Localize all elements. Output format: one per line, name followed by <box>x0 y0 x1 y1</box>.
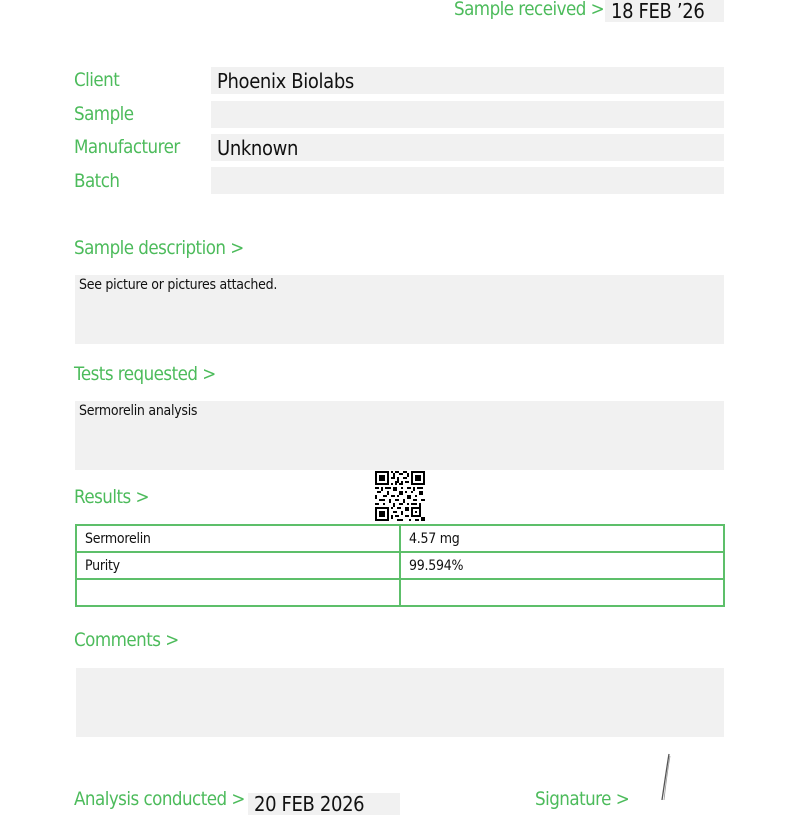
comments-heading: Comments > <box>74 629 179 651</box>
result-value-cell: 4.57 mg <box>400 525 724 552</box>
analysis-date-field <box>248 793 400 815</box>
sample-received-date: 18 FEB ’26 <box>611 0 705 23</box>
comments-box <box>76 668 724 737</box>
table-row <box>76 579 724 606</box>
result-value-cell: 99.594% <box>400 552 724 579</box>
manufacturer-field <box>211 134 724 161</box>
table-row <box>76 525 724 552</box>
result-name-cell: Sermorelin <box>76 525 400 552</box>
sample-description-heading: Sample description > <box>74 237 244 259</box>
signature-icon <box>650 752 680 800</box>
sample-field <box>211 101 724 128</box>
result-name-cell <box>76 579 400 606</box>
analysis-date: 20 FEB 2026 <box>254 792 365 816</box>
sample-received-label: Sample received > <box>454 0 605 20</box>
table-row <box>76 552 724 579</box>
manufacturer-value: Unknown <box>217 136 299 160</box>
batch-field <box>211 167 724 194</box>
sample-description-box <box>75 275 724 344</box>
signature-label: Signature > <box>535 788 630 810</box>
sample-label: Sample <box>74 103 134 125</box>
batch-label: Batch <box>74 170 120 192</box>
results-table <box>75 524 725 607</box>
analysis-conducted-label: Analysis conducted > <box>74 788 245 810</box>
tests-requested-box <box>75 401 724 470</box>
sample-received-date-field <box>605 0 724 22</box>
client-value: Phoenix Biolabs <box>217 69 354 93</box>
client-label: Client <box>74 69 120 91</box>
manufacturer-label: Manufacturer <box>74 136 180 158</box>
tests-requested-heading: Tests requested > <box>74 363 216 385</box>
qr-code-icon <box>375 471 425 521</box>
results-heading: Results > <box>74 486 149 508</box>
client-field <box>211 67 724 94</box>
result-value-cell <box>400 579 724 606</box>
result-name-cell: Purity <box>76 552 400 579</box>
tests-requested-text: Sermorelin analysis <box>79 403 198 419</box>
sample-description-text: See picture or pictures attached. <box>79 277 278 293</box>
